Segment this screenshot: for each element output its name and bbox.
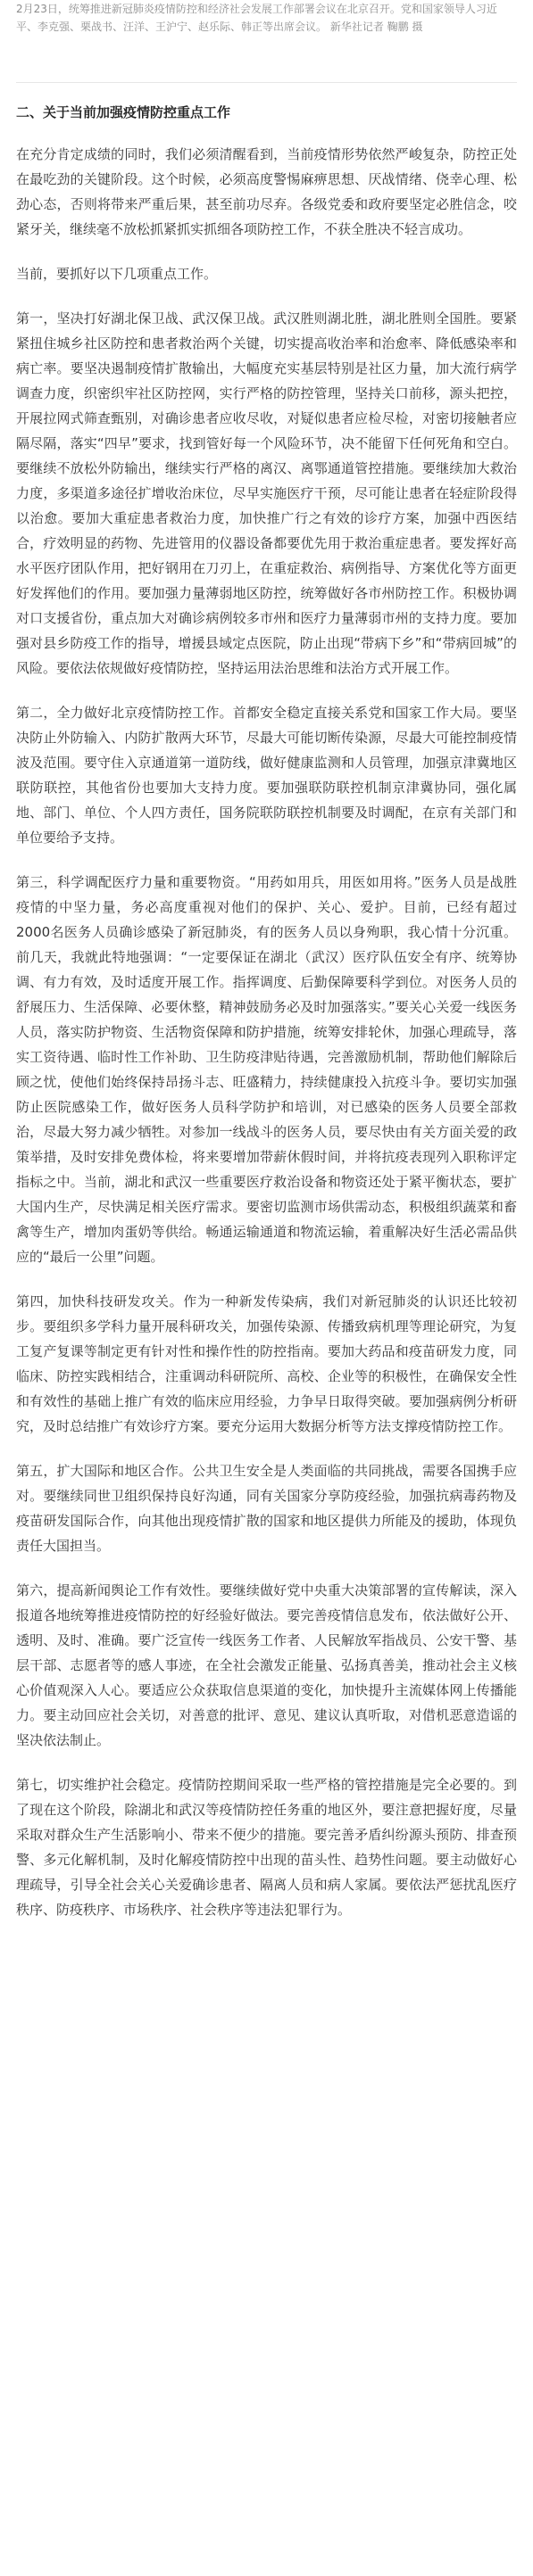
paragraph-point-7: 第七，切实维护社会稳定。疫情防控期间采取一些严格的管控措施是完全必要的。到了现在这个阶段，除湖北和武汉等疫情防控任务重的地区外，要注意把握好度，尽量采取对群众生产生活影响小、带来不便少的措施。要完善矛盾纠纷源头预防、排查预警、多元化解机制，及时化解疫情防控中出现的苗头性、趋势性问题。要主动做好心理疏导，引导全社会关心关爱确诊患者、隔离人员和病人家属。要依法严惩扰乱医疗秩序、防疫秩序、市场秩序、社会秩序等违法犯罪行为。 bbox=[16, 1777, 517, 1918]
paragraph-transition: 当前，要抓好以下几项重点工作。 bbox=[16, 266, 218, 282]
paragraph-point-6: 第六，提高新闻舆论工作有效性。要继续做好党中央重大决策部署的宣传解读，深入报道各地统筹推进疫情防控的好经验好做法。要完善疫情信息发布，依法做好公开、透明、及时、准确。要广泛宣传一线医务工作者、人民解放军指战员、公安干警、基层干部、志愿者等的感人事迹，在全社会激发正能量、弘扬真善美，推动社会主义核心价值观深入人心。要适应公众获取信息渠道的变化，加快提升主流媒体网上传播能力。要主动回应社会关切，对善意的批评、意见、建议认真听取，对借机恶意造谣的坚决依法制止。 bbox=[16, 1582, 517, 1748]
paragraph-intro: 在充分肯定成绩的同时，我们必须清醒看到，当前疫情形势依然严峻复杂，防控正处在最吃劲的关键阶段。这个时候，必须高度警惕麻痹思想、厌战情绪、侥幸心理、松劲心态，否则将带来严重后果，甚至前功尽弃。各级党委和政府要坚定必胜信念，咬紧牙关，继续毫不放松抓紧抓实抓细各项防控工作，不获全胜决不轻言成功。 bbox=[16, 146, 517, 237]
paragraph-point-4: 第四，加快科技研发攻关。作为一种新发传染病，我们对新冠肺炎的认识还比较初步。要组织多学科力量开展科研攻关，加强传染源、传播致病机理等理论研究，为复工复产复课等制定更有针对性和操作性的防控指南。要加大药品和疫苗研发力度，同临床、防控实践相结合，注重调动科研院所、高校、企业等的积极性，在确保安全性和有效性的基础上推广有效的临床应用经验，力争早日取得突破。要加强病例分析研究，及时总结推广有效诊疗方案。要充分运用大数据分析等方法支撑疫情防控工作。 bbox=[16, 1293, 517, 1434]
paragraph-point-1: 第一，坚决打好湖北保卫战、武汉保卫战。武汉胜则湖北胜，湖北胜则全国胜。要紧紧扭住城乡社区防控和患者救治两个关键，切实提高收治率和治愈率、降低感染率和病亡率。要坚决遏制疫情扩散输出，大幅度充实基层特别是社区力量，加大流行病学调查力度，织密织牢社区防控网，实行严格的防控管理，坚持关口前移，源头把控，开展拉网式筛查甄别，对确诊患者应收尽收，对疑似患者应检尽检，对密切接触者应隔尽隔，落实“四早”要求，找到管好每一个风险环节，决不能留下任何死角和空白。要继续不放松外防输出，继续实行严格的离汉、离鄂通道管控措施。要继续加大救治力度，多渠道多途径扩增收治床位，尽早实施医疗干预，尽可能让患者在轻症阶段得以治愈。要加大重症患者救治力度，加快推广行之有效的诊疗方案，加强中西医结合，疗效明显的药物、先进管用的仪器设备都要优先用于救治重症患者。要发挥好高水平医疗团队作用，把好钢用在刀刃上，在重症救治、病例指导、方案优化等方面更好发挥他们的作用。要加强力量薄弱地区防控，统筹做好各市州防控工作。积极协调对口支援省份，重点加大对确诊病例较多市州和医疗力量薄弱市州的支持力度。要加强对县乡防疫工作的指导，增援县域定点医院，防止出现“带病下乡”和“带病回城”的风险。要依法依规做好疫情防控，坚持运用法治思维和法治方式开展工作。 bbox=[16, 310, 517, 676]
paragraph-point-5: 第五，扩大国际和地区合作。公共卫生安全是人类面临的共同挑战，需要各国携手应对。要继续同世卫组织保持良好沟通，同有关国家分享防疫经验，加强抗病毒药物及疫苗研发国际合作，向其他出现疫情扩散的国家和地区提供力所能及的援助，体现负责任大国担当。 bbox=[16, 1463, 517, 1554]
photo-caption: 2月23日，统筹推进新冠肺炎疫情防控和经济社会发展工作部署会议在北京召开。党和国家领导人习近平、李克强、栗战书、汪洋、王沪宁、赵乐际、韩正等出席会议。 新华社记者 鞠鹏 摄 bbox=[16, 0, 517, 83]
paragraph-point-3: 第三，科学调配医疗力量和重要物资。“用药如用兵，用医如用将。”医务人员是战胜疫情的中坚力量，务必高度重视对他们的保护、关心、爱护。目前，已经有超过2000名医务人员确诊感染了新冠肺炎，有的医务人员以身殉职，我心情十分沉重。前几天，我就此特地强调：“一定要保证在湖北（武汉）医疗队伍安全有序、统筹协调、有力有效，及时适度开展工作。指挥调度、后勤保障要科学到位。对医务人员的舒展压力、生活保障、必要休整，精神鼓励务必及时加强落实。”要关心关爱一线医务人员，落实防护物资、生活物资保障和防护措施，统筹安排轮休，加强心理疏导，落实工资待遇、临时性工作补助、卫生防疫津贴待遇，完善激励机制，帮助他们解除后顾之忧，使他们始终保持昂扬斗志、旺盛精力，持续健康投入抗疫斗争。要切实加强防止医院感染工作，做好医务人员科学防护和培训，对已感染的医务人员要全部救治，尽最大努力减少牺牲。对参加一线战斗的医务人员，要尽快由有关方面关爱的政策举措，及时安排免费体检，将来要增加带薪休假时间，并将抗疫表现列入职称评定指标之中。当前，湖北和武汉一些重要医疗救治设备和物资还处于紧平衡状态，要扩大国内生产，尽快满足相关医疗需求。要密切监测市场供需动态，积极组织蔬菜和畜禽等生产，增加肉蛋奶等供给。畅通运输通道和物流运输，着重解决好生活必需品供应的“最后一公里”问题。 bbox=[16, 874, 517, 1265]
article-body bbox=[16, 122, 517, 1922]
paragraph-point-2: 第二，全力做好北京疫情防控工作。首都安全稳定直接关系党和国家工作大局。要坚决防止外防输入、内防扩散两大环节，尽最大可能切断传染源，尽最大可能控制疫情波及范围。要守住入京通道第一道防线，做好健康监测和人员管理，加强京津冀地区联防联控，其他省份也要加大支持力度。要加强联防联控机制京津冀协同，强化属地、部门、单位、个人四方责任，国务院联防联控机制要及时调配，在京有关部门和单位要给予支持。 bbox=[16, 705, 517, 846]
section-heading: 二、关于当前加强疫情防控重点工作 bbox=[16, 104, 231, 120]
